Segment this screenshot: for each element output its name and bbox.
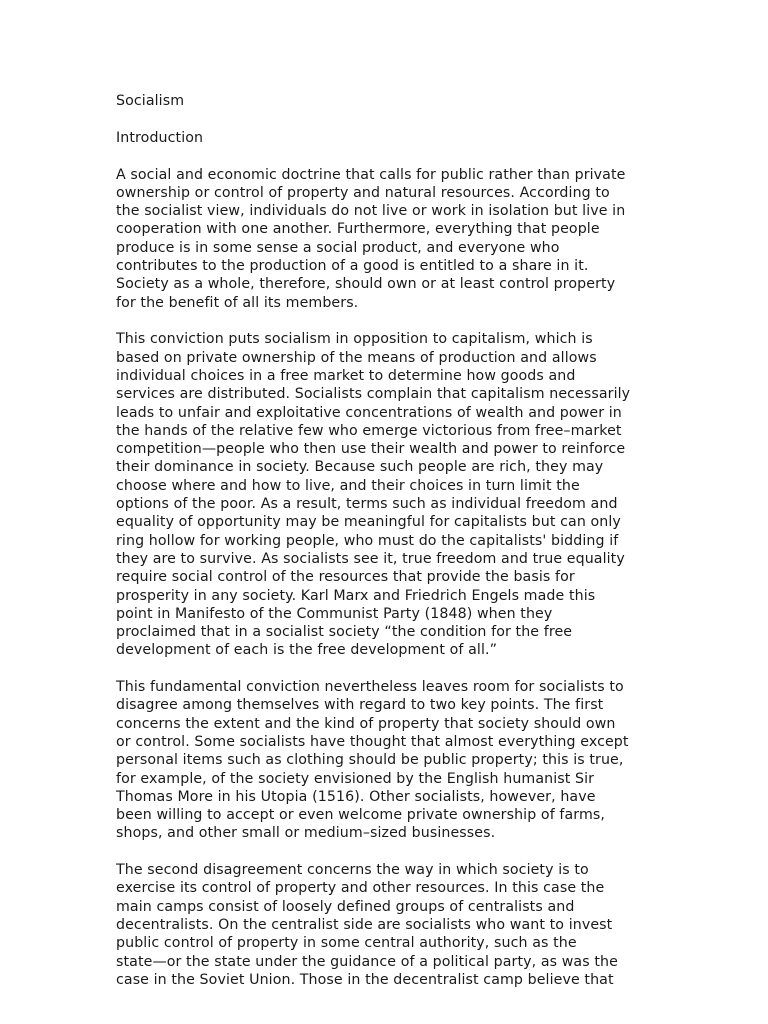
document-page [116, 92, 656, 1008]
text-line: services are distributed. Socialists complain that capitalism necessarily [116, 386, 631, 403]
text-line: public control of property in some central authority, such as the [116, 935, 577, 952]
text-line: been willing to accept or even welcome private ownership of farms, [116, 807, 606, 824]
text-line: shops, and other small or medium–sized businesses. [116, 825, 496, 842]
text-line: produce is in some sense a social product, and everyone who [116, 239, 560, 256]
text-line: ring hollow for working people, who must do the capitalists' bidding if [116, 532, 619, 549]
text-line: The second disagreement concerns the way in which society is to [116, 862, 589, 879]
text-line: choose where and how to live, and their choices in turn limit the [116, 477, 580, 494]
text-line: ownership or control of property and natural resources. According to [116, 184, 610, 201]
section-heading: Introduction [116, 129, 204, 146]
text-line: require social control of the resources that provide the basis for [116, 569, 575, 586]
text-line: state—or the state under the guidance of a political party, as was the [116, 953, 618, 970]
paragraph-4 [116, 861, 656, 989]
text-line: individual choices in a free market to determine how goods and [116, 367, 576, 384]
document-title: Socialism [116, 93, 185, 109]
paragraph-2 [116, 330, 656, 659]
text-line: Thomas More in his Utopia (1516). Other socialists, however, have [116, 788, 596, 805]
text-line: the hands of the relative few who emerge victorious from free–market [116, 422, 622, 439]
text-line: options of the poor. As a result, terms such as individual freedom and [116, 496, 618, 513]
text-line: exercise its control of property and other resources. In this case the [116, 880, 605, 897]
text-line: personal items such as clothing should be public property; this is true, [116, 752, 624, 769]
text-line: prosperity in any society. Karl Marx and Friedrich Engels made this [116, 587, 596, 604]
text-line: Society as a whole, therefore, should own or at least control property [116, 276, 616, 293]
text-line: or control. Some socialists have thought that almost everything except [116, 733, 629, 750]
text-line: leads to unfair and exploitative concentrations of wealth and power in [116, 404, 622, 421]
text-line: development of each is the free development of all.” [116, 642, 498, 659]
text-line: A social and economic doctrine that calls for public rather than private [116, 166, 626, 183]
text-line: their dominance in society. Because such people are rich, they may [116, 459, 604, 476]
text-line: the socialist view, individuals do not live or work in isolation but live in [116, 203, 626, 220]
text-line: disagree among themselves with regard to two key points. The first [116, 697, 604, 714]
text-line: This fundamental conviction nevertheless leaves room for socialists to [116, 679, 624, 696]
paragraph-1 [116, 166, 656, 312]
text-line: competition—people who then use their wealth and power to reinforce [116, 441, 626, 458]
text-line: equality of opportunity may be meaningful for capitalists but can only [116, 514, 621, 531]
text-line: concerns the extent and the kind of property that society should own [116, 715, 616, 732]
text-line: main camps consist of loosely defined groups of centralists and [116, 898, 575, 915]
text-line: for example, of the society envisioned by the English humanist Sir [116, 770, 595, 787]
text-line: proclaimed that in a socialist society “the condition for the free [116, 624, 573, 641]
text-line: point in Manifesto of the Communist Party (1848) when they [116, 605, 553, 622]
text-line: contributes to the production of a good is entitled to a share in it. [116, 258, 589, 275]
text-line: cooperation with one another. Furthermore, everything that people [116, 221, 600, 238]
text-line: case in the Soviet Union. Those in the decentralist camp believe that [116, 971, 614, 988]
text-line: based on private ownership of the means of production and allows [116, 349, 597, 366]
text-line: This conviction puts socialism in opposition to capitalism, which is [116, 331, 593, 348]
text-line: decentralists. On the centralist side are socialists who want to invest [116, 917, 613, 934]
text-line: for the benefit of all its members. [116, 294, 359, 311]
paragraph-3 [116, 678, 656, 843]
text-line: they are to survive. As socialists see it, true freedom and true equality [116, 550, 625, 567]
